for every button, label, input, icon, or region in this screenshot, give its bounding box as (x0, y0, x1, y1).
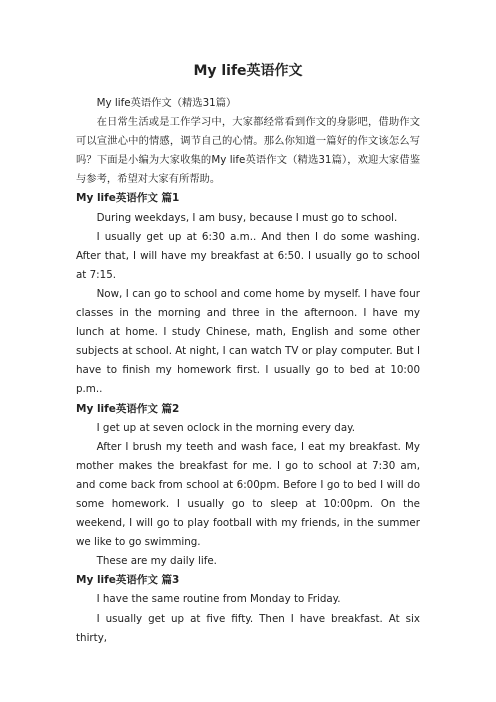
document-body (76, 94, 420, 648)
section-paragraph: I usually get up at five fifty. Then I have breakfast. At six thirty, (76, 612, 420, 644)
intro-line: My life英语作文（精选31篇） (96, 97, 237, 109)
section-paragraph: During weekdays, I am busy, because I must go to school. (96, 211, 398, 224)
section-paragraph: I usually get up at 6:30 a.m.. And then I do some washing. After that, I will have my breakfast at 6:50. I usually go to school at 7:15. (76, 230, 420, 281)
section-paragraph: After I brush my teeth and wash face, I eat my breakfast. My mother makes the breakfast for me. I go to school at 7:30 am, and come back from school at 6:00pm. Before I go to bed I will do some homework. I usually go to sleep at 10:00pm. On the weekend, I will go to play football with my friends, in the summer we like to go swimming. (76, 440, 420, 549)
section-heading: My life英语作文 篇1 (76, 192, 180, 205)
section-paragraph: I get up at seven oclock in the morning every day. (96, 421, 356, 434)
section-paragraph: Now, I can go to school and come home by myself. I have four classes in the morning and three in the afternoon. I have my lunch at home. I study Chinese, math, English and some other subjects at school. At night, I can watch TV or play computer. But I have to finish my homework first. I usually go to bed at 10:00 p.m.. (76, 287, 420, 396)
section-heading: My life英语作文 篇2 (76, 402, 180, 415)
section-paragraph: These are my daily life. (96, 555, 217, 568)
intro-paragraph: 在日常生活或是工作学习中，大家都经常看到作文的身影吧，借助作文可以宣泄心中的情感，调节自己的心情。那么你知道一篇好的作文该怎么写吗？下面是小编为大家收集的My life英语作文（精选31篇），欢迎大家借鉴与参考，希望对大家有所帮助。 (76, 116, 420, 186)
document-title: My life英语作文 (193, 63, 303, 79)
section-heading: My life英语作文 篇3 (76, 574, 180, 587)
section-paragraph: I have the same routine from Monday to Friday. (96, 593, 341, 606)
